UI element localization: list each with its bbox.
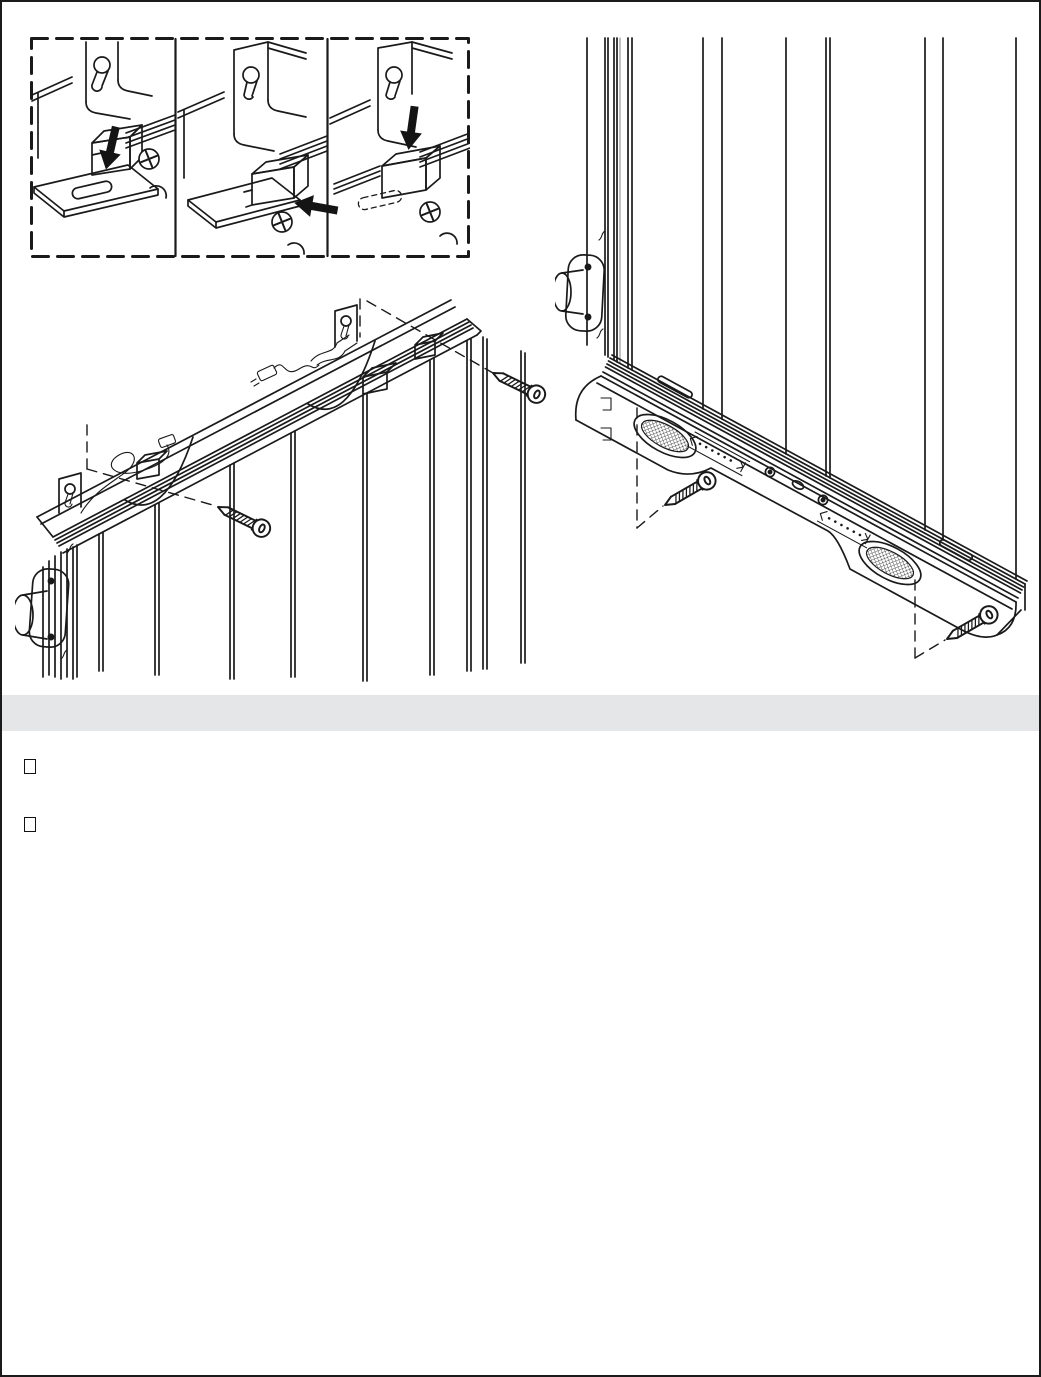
checklist-item-label	[46, 759, 346, 773]
mounting-screw	[661, 469, 719, 513]
checklist-item	[24, 817, 346, 832]
keyhole-slot-icon	[386, 67, 402, 99]
mounting-screw	[489, 365, 548, 406]
keyhole-bracket-left	[59, 473, 81, 513]
adjustment-scale	[687, 432, 750, 476]
hidden-slot-dashed	[357, 189, 403, 211]
top-rail-channel	[37, 300, 481, 553]
clip-steps-inset-figure	[30, 37, 470, 258]
top-rail-exploded-figure	[15, 285, 550, 685]
bottom-rail-exploded-figure	[555, 8, 1035, 680]
mounting-screw	[214, 499, 273, 540]
keyhole-slot-icon	[92, 57, 110, 91]
keyhole-bracket-mid	[335, 305, 357, 347]
down-arrow-icon	[95, 124, 126, 172]
screw-holes	[765, 467, 827, 504]
checkbox[interactable]	[24, 759, 36, 774]
bottom-rail-channel	[576, 355, 1027, 637]
checklist-item-label	[46, 817, 346, 831]
keyhole-slot-icon	[243, 67, 259, 99]
mounting-clip	[382, 146, 440, 198]
checklist-item	[24, 759, 346, 774]
clip-step-1-figure	[32, 42, 175, 217]
wiring-harness	[81, 335, 357, 513]
phillips-screw-icon	[272, 212, 292, 232]
checkbox[interactable]	[24, 817, 36, 832]
latch-knob	[15, 544, 73, 659]
panel-slats	[587, 38, 1016, 579]
clip-step-3-figure	[330, 42, 470, 244]
clip-step-2-figure	[178, 42, 340, 254]
left-arrow-icon	[292, 192, 339, 221]
bracket-shelf	[34, 165, 158, 217]
vent-grille	[627, 406, 702, 467]
alignment-dashed-lines	[87, 299, 493, 506]
section-header-band	[2, 695, 1039, 731]
latch-knob	[555, 231, 611, 440]
phillips-screw-icon	[139, 149, 159, 169]
phillips-screw-icon	[420, 202, 440, 222]
